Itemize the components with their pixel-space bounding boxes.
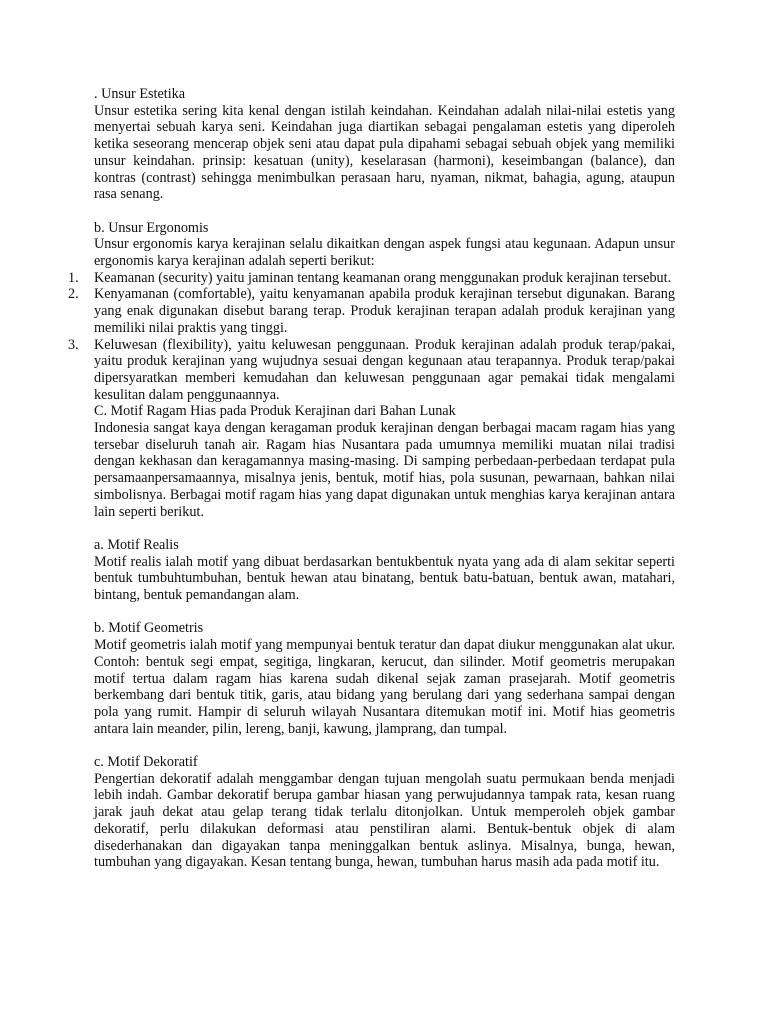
heading-motif-realis: a. Motif Realis	[94, 536, 179, 553]
heading-motif-ragam-hias: C. Motif Ragam Hias pada Produk Kerajinan dari Bahan Lunak	[94, 403, 456, 420]
paragraph-unsur-ergonomis: Unsur ergonomis karya kerajinan selalu dikaitkan dengan aspek fungsi atau kegunaan. Adapun unsur ergonomis karya kerajinan adalah seperti berikut:	[94, 236, 675, 270]
spacer	[94, 520, 675, 537]
list-item-keluwesan	[68, 336, 675, 404]
document-content	[68, 86, 675, 871]
paragraph-motif-ragam-hias: Indonesia sangat kaya dengan keragaman produk kerajinan dengan berbagai macam ragam hias yang tersebar diseluruh tanah air. Ragam hias Nusantara pada umumnya memiliki muatan nilai tradisi dengan kekhasan dan keragamannya masing-masing. Di samping perbedaan-perbedaan terdapat pula persamaanpersamaannya, misalnya jenis, bentuk, motif hias, pola susunan, pewarnaan, bahkan nilai simbolisnya. Berbagai motif ragam hias yang dapat digunakan untuk menghias karya kerajinan antara lain seperti berikut.	[94, 420, 675, 520]
list-item-kenyamanan	[68, 286, 675, 336]
list-number: 3.	[68, 336, 79, 353]
heading-unsur-estetika: . Unsur Estetika	[94, 86, 186, 102]
paragraph-unsur-estetika: Unsur estetika sering kita kenal dengan istilah keindahan. Keindahan adalah nilai-nilai estetis yang menyertai sebuah karya seni. Keindahan juga diartikan sebagai pengalaman estetis yang diperoleh ketika seseorang mencerap objek seni atau dapat pula dipahami sebagai sebuah objek yang memiliki unsur keindahan. prinsip: kesatuan (unity), keselarasan (harmoni), keseimbangan (balance), dan kontras (contrast) sehingga menimbulkan perasaan haru, nyaman, nikmat, bahagia, agung, ataupun rasa senang.	[94, 102, 675, 203]
spacer	[94, 203, 675, 220]
list-item-keamanan	[68, 269, 675, 287]
heading-motif-dekoratif: c. Motif Dekoratif	[94, 754, 198, 771]
paragraph-motif-realis: Motif realis ialah motif yang dibuat berdasarkan bentukbentuk nyata yang ada di alam sekitar seperti bentuk tumbuhtumbuhan, bentuk hewan atau binatang, bentuk batu-batuan, bentuk awan, matahari, bintang, bentuk pemandangan alam.	[94, 553, 675, 604]
list-item-text: Keluwesan (flexibility), yaitu keluwesan penggunaan. Produk kerajinan adalah produk terap/pakai, yaitu produk kerajinan yang wujudnya sesuai dengan kegunaan atau terapannya. Produk terap/pakai dipersyaratkan memberi kemudahan dan keluwesan penggunaan agar pemakai tidak mengalami kesulitan dalam penggunaannya.	[94, 336, 675, 403]
paragraph-motif-dekoratif: Pengertian dekoratif adalah menggambar dengan tujuan mengolah suatu permukaan benda menjadi lebih indah. Gambar dekoratif berupa gambar hiasan yang perwujudannya tampak rata, kesan ruang jarak jauh dekat atau gelap terang tidak terlalu ditonjolkan. Untuk memperoleh objek gambar dekoratif, perlu dilakukan deformasi atau penstiliran alami. Bentuk-bentuk objek di alam disederhanakan dan digayakan tanpa meninggalkan bentuk aslinya. Misalnya, bunga, hewan, tumbuhan yang digayakan. Kesan tentang bunga, hewan, tumbuhan harus masih ada pada motif itu.	[94, 770, 675, 871]
list-number: 2.	[68, 286, 79, 303]
spacer	[94, 604, 675, 621]
spacer	[94, 737, 675, 754]
paragraph-motif-geometris: Motif geometris ialah motif yang mempunyai bentuk teratur dan dapat diukur menggunakan alat ukur. Contoh: bentuk segi empat, segitiga, lingkaran, kerucut, dan silinder. Motif geometris merupakan motif tertua dalam ragam hias karena sudah dikenal sejak zaman prasejarah. Motif geometris berkembang dari bentuk titik, garis, atau bidang yang berulang dari yang sederhana sampai dengan pola yang rumit. Hampir di seluruh wilayah Nusantara ditemukan motif ini. Motif hias geometris antara lain meander, pilin, lereng, banji, kawung, jlamprang, dan tumpal.	[94, 637, 675, 737]
heading-motif-geometris: b. Motif Geometris	[94, 620, 204, 637]
ergonomis-list	[68, 269, 675, 404]
list-number: 1.	[68, 269, 79, 286]
list-item-text: Keamanan (security) yaitu jaminan tentang keamanan orang menggunakan produk kerajinan tersebut.	[94, 269, 672, 286]
list-item-text: Kenyamanan (comfortable), yaitu kenyamanan apabila produk kerajinan tersebut digunakan. Barang yang enak digunakan disebut barang terap. Produk kerajinan terapan adalah produk kerajinan yang memiliki nilai praktis yang tinggi.	[94, 286, 675, 336]
heading-unsur-ergonomis: b. Unsur Ergonomis	[94, 219, 209, 236]
